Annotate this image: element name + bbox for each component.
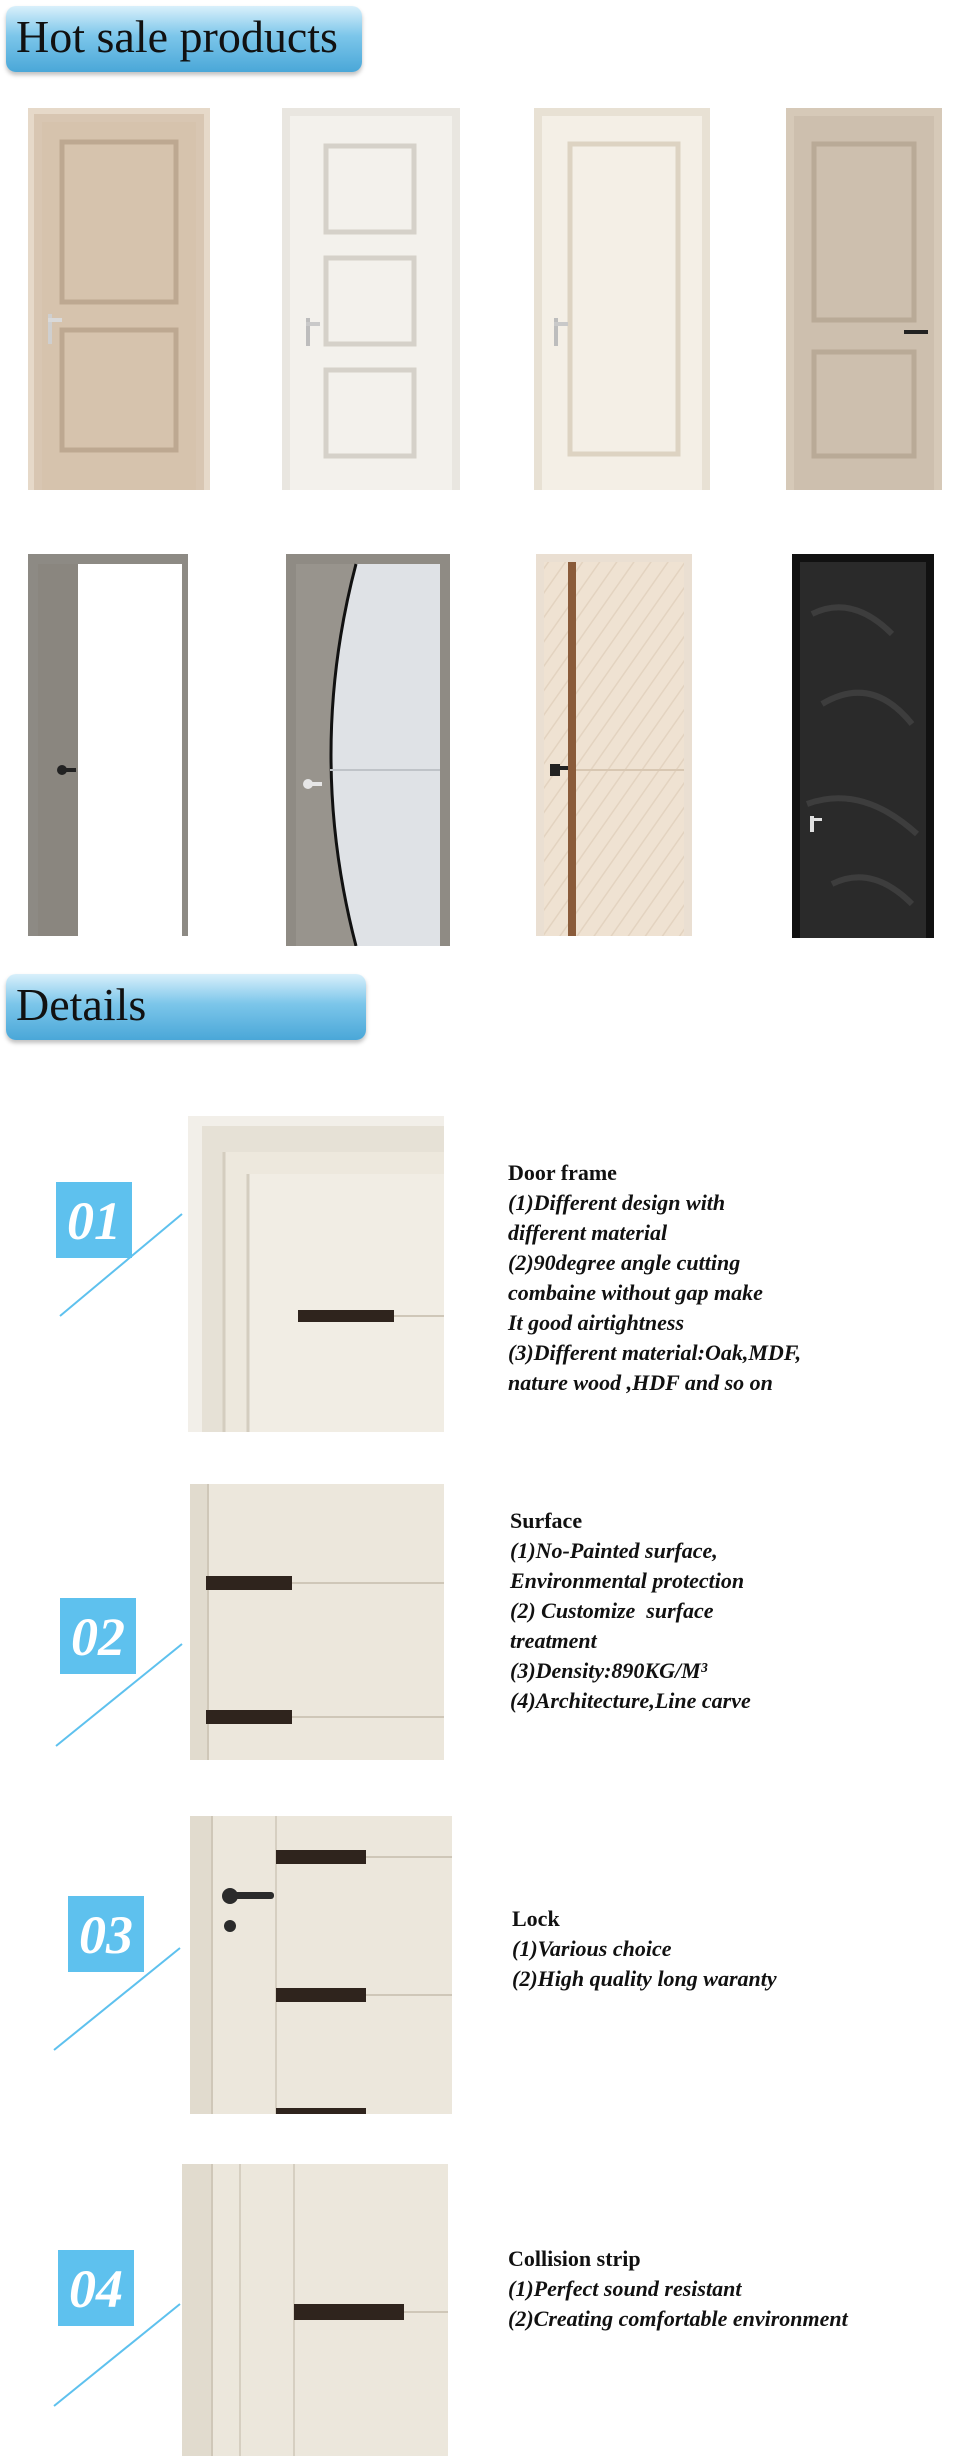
detail-line: different material xyxy=(508,1220,668,1245)
door-product-5[interactable] xyxy=(28,554,188,936)
detail-line: (2)High quality long waranty xyxy=(512,1966,777,1991)
door-product-2[interactable] xyxy=(282,108,460,490)
details-title: Details xyxy=(16,979,147,1030)
door-product-4[interactable] xyxy=(786,108,942,490)
detail-line: (3)Different material:Oak,MDF, xyxy=(508,1340,802,1365)
detail-number-4: 04 xyxy=(69,2259,123,2319)
detail-line: It good airtightness xyxy=(508,1310,685,1335)
details-banner xyxy=(6,974,366,1040)
detail-line: (1)Various choice xyxy=(512,1936,672,1961)
detail-number-3: 03 xyxy=(79,1905,133,1965)
detail-text-2 xyxy=(510,1506,950,1716)
detail-line: (2)90degree angle cutting xyxy=(508,1250,741,1275)
detail-line: nature wood ,HDF and so on xyxy=(508,1370,773,1395)
detail-title-2: Surface xyxy=(510,1508,583,1533)
detail-photo-door-frame xyxy=(188,1116,444,1432)
detail-line: (3)Density:890KG/M³ xyxy=(510,1658,708,1683)
detail-text-1 xyxy=(508,1158,948,1398)
detail-title-3: Lock xyxy=(512,1906,560,1931)
detail-line: Environmental protection xyxy=(510,1568,745,1593)
detail-divider-2 xyxy=(52,1640,186,1750)
detail-number-2: 02 xyxy=(71,1607,125,1667)
door-product-1[interactable] xyxy=(28,108,210,490)
detail-line: (4)Architecture,Line carve xyxy=(510,1688,751,1713)
door-product-3[interactable] xyxy=(534,108,710,490)
detail-line: (2)Creating comfortable environment xyxy=(508,2306,848,2331)
detail-line: (2) Customize surface xyxy=(510,1598,714,1623)
detail-line: (1)No-Painted surface, xyxy=(510,1538,718,1563)
detail-divider-1 xyxy=(56,1210,186,1320)
detail-line: (1)Different design with xyxy=(508,1190,726,1215)
detail-title-4: Collision strip xyxy=(508,2246,641,2271)
detail-line: treatment xyxy=(510,1628,597,1653)
detail-divider-4 xyxy=(50,2300,184,2410)
detail-divider-3 xyxy=(50,1944,184,2054)
detail-photo-surface xyxy=(190,1484,444,1760)
detail-photo-collision-strip xyxy=(182,2164,448,2456)
door-product-8[interactable] xyxy=(792,554,934,938)
door-product-6[interactable] xyxy=(286,554,450,946)
door-product-7[interactable] xyxy=(536,554,692,936)
hot-sale-title: Hot sale products xyxy=(16,11,338,62)
detail-line: combaine without gap make xyxy=(508,1280,763,1305)
detail-line: (1)Perfect sound resistant xyxy=(508,2276,742,2301)
detail-number-1: 01 xyxy=(67,1191,121,1251)
hot-sale-banner xyxy=(6,6,362,72)
detail-photo-lock xyxy=(190,1816,452,2114)
detail-title-1: Door frame xyxy=(508,1160,617,1185)
detail-text-3 xyxy=(512,1904,952,1994)
detail-text-4 xyxy=(508,2244,954,2334)
